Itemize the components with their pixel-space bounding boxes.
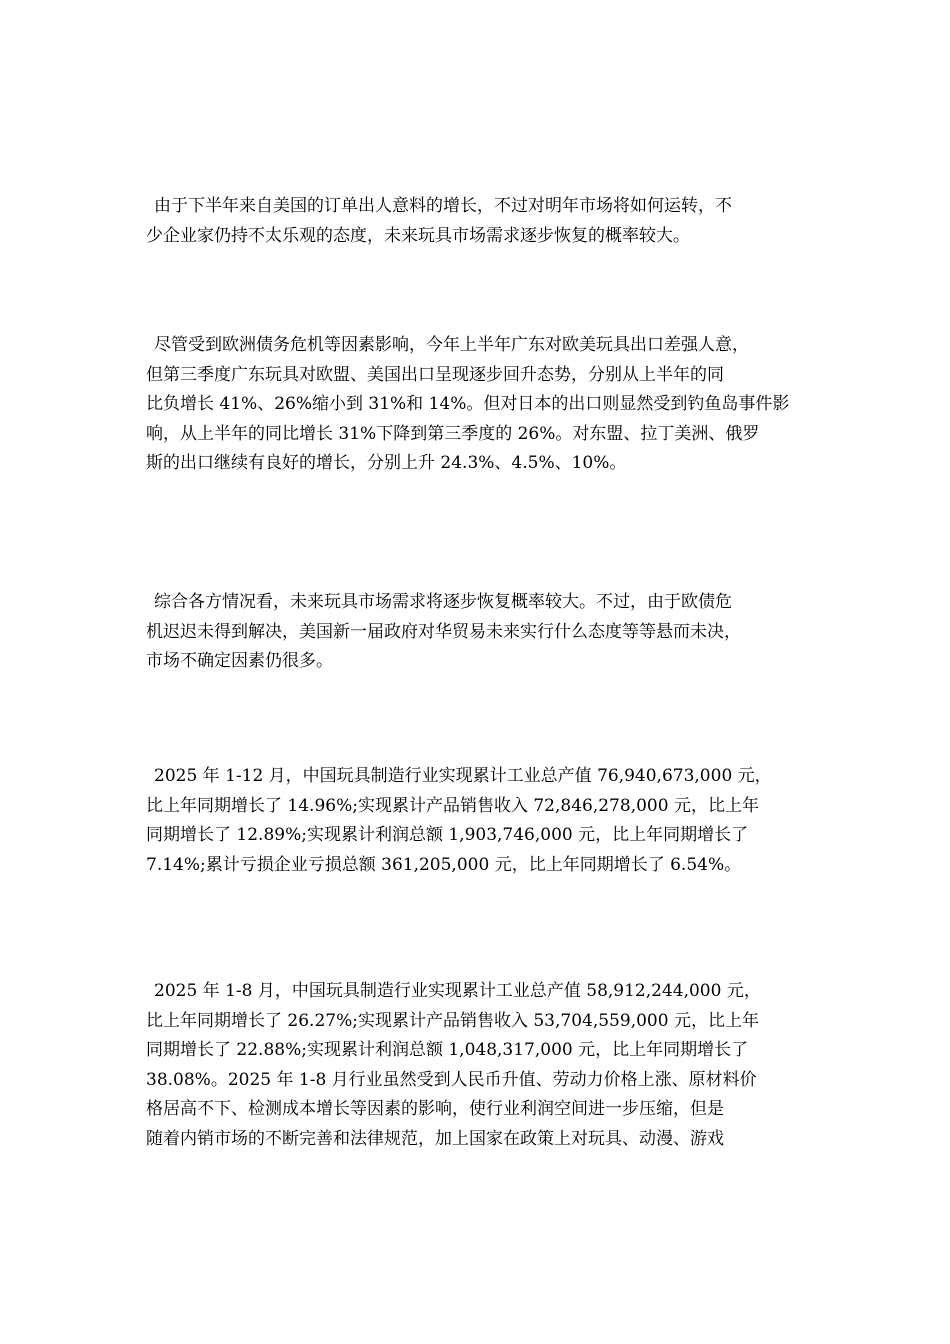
paragraph-line: 机迟迟未得到解决，美国新一届政府对华贸易未来实行什么态度等等悬而未决，: [146, 621, 741, 642]
paragraph-line: 随着内销市场的不断完善和法律规范，加上国家在政策上对玩具、动漫、游戏: [146, 1128, 724, 1149]
paragraph-line: 2025 年 1-12 月，中国玩具制造行业实现累计工业总产值 76,940,673,000 元，: [154, 766, 772, 786]
paragraph-line: 综合各方情况看，未来玩具市场需求将逐步恢复概率较大。不过，由于欧债危: [154, 592, 732, 612]
paragraph-2: [146, 331, 816, 479]
paragraph-4: [146, 762, 816, 880]
paragraph-line: 比上年同期增长了 14.96%;实现累计产品销售收入 72,846,278,000 元，比上年: [146, 795, 759, 816]
paragraph-line: 但第三季度广东玩具对欧盟、美国出口呈现逐步回升态势，分别从上半年的同: [146, 364, 724, 385]
paragraph-3: [146, 588, 816, 677]
paragraph-line: 由于下半年来自美国的订单出人意料的增长，不过对明年市场将如何运转，不: [154, 196, 732, 216]
paragraph-line: 38.08%。2025 年 1-8 月行业虽然受到人民币升值、劳动力价格上涨、原材料价: [146, 1069, 757, 1090]
paragraph-1: [146, 192, 816, 251]
paragraph-line: 2025 年 1-8 月，中国玩具制造行业实现累计工业总产值 58,912,244,000 元，: [154, 981, 761, 1001]
paragraph-line: 响，从上半年的同比增长 31%下降到第三季度的 26%。对东盟、拉丁美洲、俄罗: [146, 423, 760, 444]
paragraph-line: 比上年同期增长了 26.27%;实现累计产品销售收入 53,704,559,000 元，比上年: [146, 1010, 759, 1031]
paragraph-line: 格居高不下、检测成本增长等因素的影响，使行业利润空间进一步压缩，但是: [146, 1099, 724, 1119]
paragraph-5: [146, 977, 816, 1154]
paragraph-line: 同期增长了 22.88%;实现累计利润总额 1,048,317,000 元，比上年同期增长了: [146, 1040, 749, 1060]
paragraph-line: 尽管受到欧洲债务危机等因素影响，今年上半年广东对欧美玩具出口差强人意，: [154, 335, 749, 355]
paragraph-line: 7.14%;累计亏损企业亏损总额 361,205,000 元，比上年同期增长了 6.54%。: [146, 854, 742, 875]
paragraph-line: 比负增长 41%、26%缩小到 31%和 14%。但对日本的出口则显然受到钓鱼岛事件影: [146, 394, 790, 414]
paragraph-line: 少企业家仍持不太乐观的态度，未来玩具市场需求逐步恢复的概率较大。: [146, 225, 690, 246]
paragraph-line: 市场不确定因素仍很多。: [146, 651, 333, 671]
paragraph-line: 同期增长了 12.89%;实现累计利润总额 1,903,746,000 元，比上年同期增长了: [146, 825, 749, 845]
paragraph-line: 斯的出口继续有良好的增长，分别上升 24.3%、4.5%、10%。: [146, 453, 627, 473]
